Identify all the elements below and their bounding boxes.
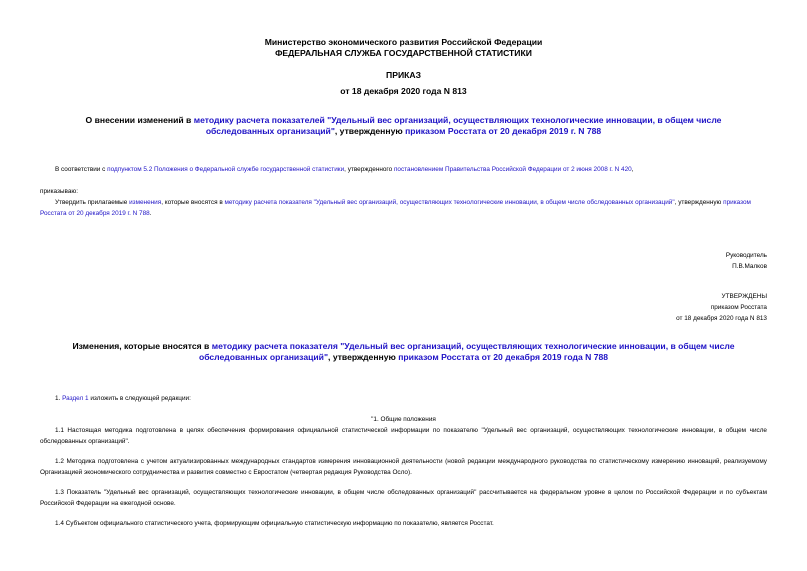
rosstat-order-788-link[interactable]: приказом Росстата от 20 декабря 2019 г. N 788	[405, 126, 602, 136]
methodology-link[interactable]: методику расчета показателей "Удельный вес организаций, осуществляющих технологические инновации, в общем числе обследованных организаций"	[193, 115, 722, 136]
item-1	[55, 393, 191, 404]
preamble-paragraph	[55, 164, 767, 175]
ministry-name: Министерство экономического развития Российской Федерации	[264, 37, 543, 47]
rosstat-order-788-link-2[interactable]: приказом Росстата от 20 декабря 2019 г. N 788	[40, 199, 751, 217]
methodology-link-2[interactable]: методику расчета показателя "Удельный вес организаций, осуществляющих технологические инновации, в общем числе обследованных организаций"	[224, 199, 675, 206]
methodology-link-3[interactable]: методику расчета показателя "Удельный вес организаций, осуществляющих технологические инновации, в общем числе обследованных организаций"	[198, 341, 735, 362]
changes-title	[60, 341, 747, 363]
service-name: ФЕДЕРАЛЬНАЯ СЛУЖБА ГОСУДАРСТВЕННОЙ СТАТИСТИКИ	[275, 48, 532, 58]
section-heading: "1. Общие положения	[371, 416, 436, 423]
order-title	[60, 115, 747, 137]
document-type: ПРИКАЗ	[386, 70, 421, 80]
paragraph-1-3: 1.3 Показатель "Удельный вес организаций, осуществляющих технологические инновации, в общем числе обследованных организаций" рассчитывается на федеральном уровне в целом по Российской Федерации и по субъектам Российской Федерации на ежегодной основе.	[40, 489, 767, 507]
paragraph-1-4: 1.4 Субъектом официального статистического учета, формирующим официальную статистическую информацию по показателю, является Росстат.	[55, 520, 494, 527]
preamble-text-mid: , утвержденного	[344, 166, 394, 173]
signature-name: П.В.Малков	[732, 263, 767, 270]
item-1-number: 1.	[55, 395, 63, 402]
approve-text-mid: , которые вносятся в	[161, 199, 225, 206]
approval-order: приказом Росстата	[710, 304, 767, 311]
changes-link[interactable]: изменения	[129, 199, 162, 206]
changes-title-prefix: Изменения, которые вносятся в	[72, 341, 212, 351]
section-1-link[interactable]: Раздел 1	[62, 395, 89, 402]
order-date: от 18 декабря 2020 года N 813	[340, 86, 467, 96]
government-decree-link[interactable]: постановлением Правительства Российской Федерации от 2 июня 2008 г. N 420	[393, 166, 632, 173]
paragraph-1-1: 1.1 Настоящая методика подготовлена в целях обеспечения формирования официальной статистической информации по показателю "Удельный вес организаций, осуществляющих технологические инновации, в общем числе обследованных организаций".	[40, 427, 767, 445]
rosstat-order-788-link-3[interactable]: приказом Росстата от 20 декабря 2019 года N 788	[398, 352, 609, 362]
preamble-text-end: ,	[631, 166, 634, 173]
order-word: приказываю:	[40, 188, 78, 195]
order-title-prefix: О внесении изменений в	[85, 115, 194, 125]
paragraph-1-2: 1.2 Методика подготовлена с учетом актуализированных международных стандартов измерения инновационной деятельности (новой редакции международного руководства по статистическому измерению инноваций, реализуемому Организацией экономического сотрудничества и развития совместно с Евростатом (четвертая редакция Руководства Осло).	[40, 458, 767, 476]
item-1-text: изложить в следующей редакции:	[88, 395, 191, 402]
approve-paragraph	[40, 197, 767, 219]
approve-text: Утвердить прилагаемые	[55, 199, 130, 206]
approve-text-end: .	[149, 210, 152, 217]
changes-title-mid: , утвержденную	[328, 352, 399, 362]
regulation-subpoint-link[interactable]: подпунктом 5.2 Положения о Федеральной службе государственной статистики	[107, 166, 345, 173]
approve-text-mid-2: , утвержденную	[674, 199, 724, 206]
signature-position: Руководитель	[725, 252, 767, 259]
approval-date: от 18 декабря 2020 года N 813	[676, 315, 767, 322]
preamble-text: В соответствии с	[55, 166, 108, 173]
order-title-mid: , утвержденную	[334, 126, 406, 136]
approval-label: УТВЕРЖДЕНЫ	[721, 293, 767, 300]
